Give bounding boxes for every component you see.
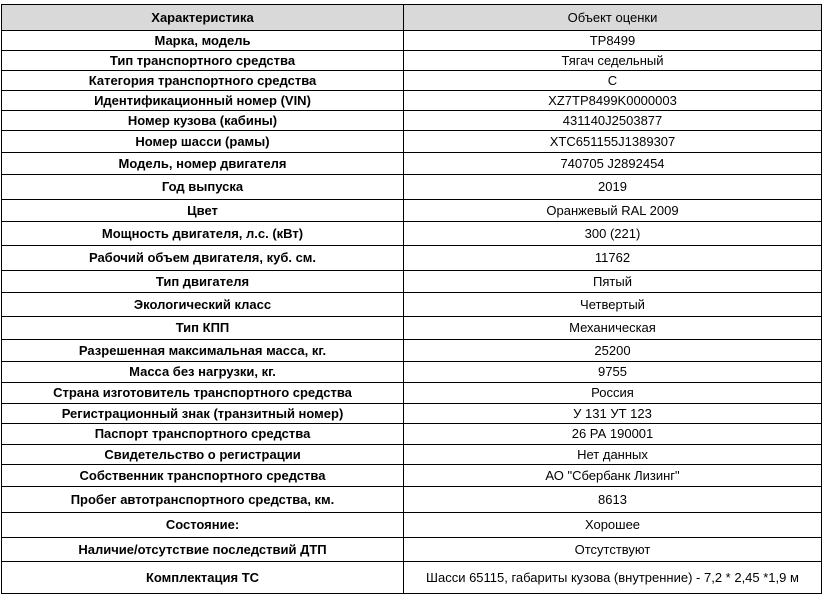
row-label: Номер кузова (кабины) <box>2 111 404 131</box>
header-characteristic: Характеристика <box>2 5 404 31</box>
row-value: У 131 УТ 123 <box>404 404 822 424</box>
table-row <box>2 424 822 445</box>
row-label: Разрешенная максимальная масса, кг. <box>2 340 404 362</box>
table-header-row <box>2 5 822 31</box>
row-label: Пробег автотранспортного средства, км. <box>2 487 404 513</box>
row-label: Тип двигателя <box>2 271 404 293</box>
table-row <box>2 271 822 293</box>
table-row <box>2 71 822 91</box>
row-value: Тягач седельный <box>404 51 822 71</box>
table-row <box>2 51 822 71</box>
table-row <box>2 246 822 271</box>
table-row <box>2 293 822 317</box>
table-row <box>2 131 822 153</box>
row-value: Четвертый <box>404 293 822 317</box>
row-value: Отсутствуют <box>404 538 822 562</box>
row-label: Состояние: <box>2 513 404 538</box>
row-label: Паспорт транспортного средства <box>2 424 404 445</box>
row-value: Пятый <box>404 271 822 293</box>
row-value: ТР8499 <box>404 31 822 51</box>
row-label: Модель, номер двигателя <box>2 153 404 175</box>
table-row <box>2 200 822 222</box>
table-row <box>2 445 822 465</box>
row-label: Масса без нагрузки, кг. <box>2 362 404 383</box>
table-row <box>2 340 822 362</box>
row-value: С <box>404 71 822 91</box>
row-value: Россия <box>404 383 822 404</box>
row-label: Марка, модель <box>2 31 404 51</box>
row-value: 25200 <box>404 340 822 362</box>
row-value: Шасси 65115, габариты кузова (внутренние) - 7,2 * 2,45 *1,9 м <box>404 562 822 594</box>
row-label: Категория транспортного средства <box>2 71 404 91</box>
row-value: Механическая <box>404 317 822 340</box>
row-label: Рабочий объем двигателя, куб. см. <box>2 246 404 271</box>
table-row <box>2 538 822 562</box>
table-row <box>2 513 822 538</box>
table-row <box>2 487 822 513</box>
table-row <box>2 111 822 131</box>
table-row <box>2 317 822 340</box>
row-value: 11762 <box>404 246 822 271</box>
table-row <box>2 404 822 424</box>
row-value: 2019 <box>404 175 822 200</box>
row-label: Идентификационный номер (VIN) <box>2 91 404 111</box>
row-value: АО "Сбербанк Лизинг" <box>404 465 822 487</box>
vehicle-spec-table <box>1 4 822 594</box>
row-value: XTC651155J1389307 <box>404 131 822 153</box>
row-label: Мощность двигателя, л.с. (кВт) <box>2 222 404 246</box>
table-row <box>2 465 822 487</box>
table-row <box>2 153 822 175</box>
row-label: Тип КПП <box>2 317 404 340</box>
row-label: Тип транспортного средства <box>2 51 404 71</box>
row-value: 300 (221) <box>404 222 822 246</box>
row-label: Собственник транспортного средства <box>2 465 404 487</box>
row-value: Нет данных <box>404 445 822 465</box>
row-value: 431140J2503877 <box>404 111 822 131</box>
row-label: Экологический класс <box>2 293 404 317</box>
row-value: 8613 <box>404 487 822 513</box>
row-label: Комплектация ТС <box>2 562 404 594</box>
row-label: Наличие/отсутствие последствий ДТП <box>2 538 404 562</box>
row-value: 9755 <box>404 362 822 383</box>
row-label: Цвет <box>2 200 404 222</box>
row-label: Свидетельство о регистрации <box>2 445 404 465</box>
table-row <box>2 562 822 594</box>
row-value: Хорошее <box>404 513 822 538</box>
table-row <box>2 362 822 383</box>
table-row <box>2 383 822 404</box>
row-label: Страна изготовитель транспортного средства <box>2 383 404 404</box>
row-value: 740705 J2892454 <box>404 153 822 175</box>
row-value: Оранжевый RAL 2009 <box>404 200 822 222</box>
table-row <box>2 175 822 200</box>
row-label: Номер шасси (рамы) <box>2 131 404 153</box>
row-label: Год выпуска <box>2 175 404 200</box>
table-row <box>2 91 822 111</box>
row-value: 26 РА 190001 <box>404 424 822 445</box>
table-row <box>2 222 822 246</box>
row-label: Регистрационный знак (транзитный номер) <box>2 404 404 424</box>
table-row <box>2 31 822 51</box>
row-value: XZ7TP8499K0000003 <box>404 91 822 111</box>
header-object: Объект оценки <box>404 5 822 31</box>
